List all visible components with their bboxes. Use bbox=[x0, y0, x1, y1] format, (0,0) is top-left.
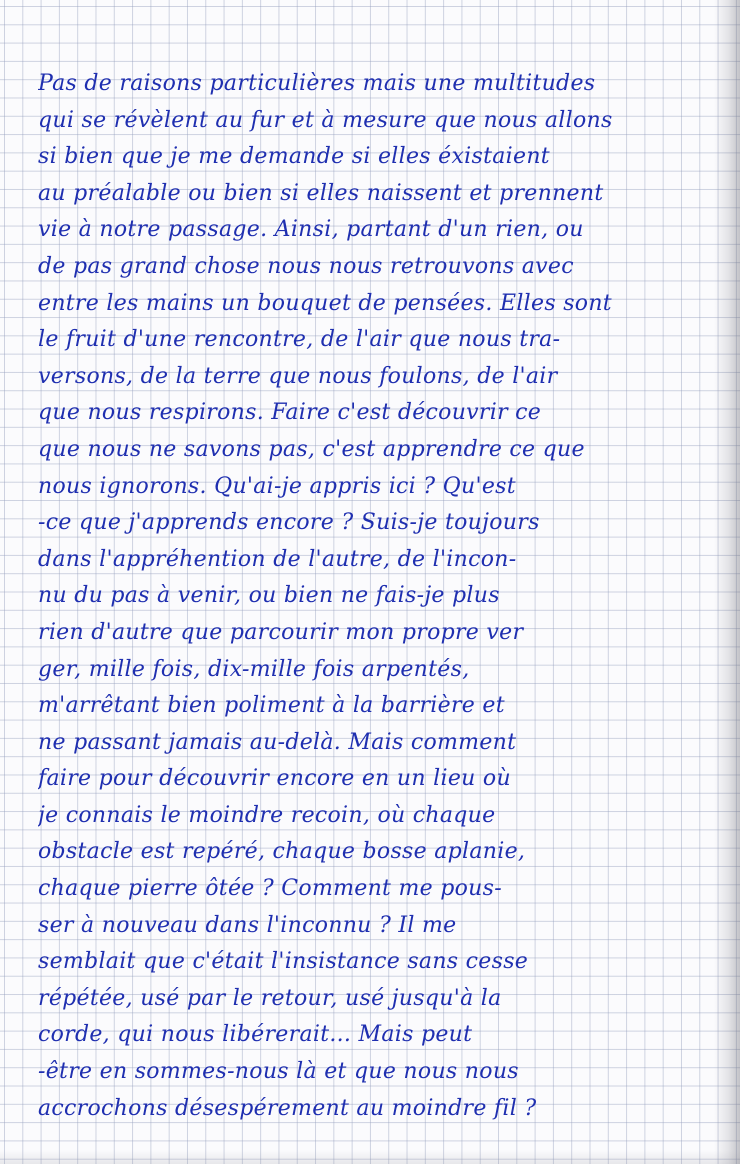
text-line: qui se révèlent au fur et à mesure que nous allons bbox=[38, 107, 613, 133]
text-line: dans l'appréhention de l'autre, de l'incon- bbox=[38, 546, 517, 572]
text-line: de pas grand chose nous nous retrouvons avec bbox=[38, 253, 574, 279]
text-line: obstacle est repéré, chaque bosse aplanie, bbox=[38, 839, 526, 865]
text-line: nous ignorons. Qu'ai-je appris ici ? Qu'est bbox=[38, 473, 516, 499]
text-line: je connais le moindre recoin, où chaque bbox=[38, 802, 496, 828]
text-line: corde, qui nous libérerait... Mais peut bbox=[38, 1022, 473, 1048]
handwritten-text bbox=[38, 66, 668, 1127]
text-line: ser à nouveau dans l'inconnu ? Il me bbox=[38, 912, 457, 938]
text-line: accrochons désespérement au moindre fil ? bbox=[38, 1095, 537, 1121]
text-line: si bien que je me demande si elles éxistaient bbox=[38, 144, 550, 170]
text-line: -ce que j'apprends encore ? Suis-je toujours bbox=[38, 510, 540, 536]
text-line: Pas de raisons particulières mais une multitudes bbox=[38, 71, 596, 96]
text-line: ne passant jamais au-delà. Mais comment bbox=[38, 729, 517, 755]
text-line: semblait que c'était l'insistance sans cesse bbox=[38, 949, 529, 975]
text-line: que nous respirons. Faire c'est découvrir ce bbox=[38, 400, 542, 426]
text-line: versons, de la terre que nous foulons, de l'air bbox=[38, 363, 558, 389]
text-line: m'arrêtant bien poliment à la barrière et bbox=[38, 693, 505, 719]
text-line: -être en sommes-nous là et que nous nous bbox=[38, 1059, 519, 1085]
text-line: nu du pas à venir, ou bien ne fais-je plus bbox=[38, 583, 500, 609]
text-line: vie à notre passage. Ainsi, partant d'un rien, ou bbox=[38, 217, 584, 243]
text-line: au préalable ou bien si elles naissent et prennent bbox=[38, 180, 604, 206]
text-line: que nous ne savons pas, c'est apprendre ce que bbox=[38, 436, 585, 462]
text-line: ger, mille fois, dix-mille fois arpentés, bbox=[38, 656, 470, 682]
page-bottom-edge bbox=[0, 1150, 740, 1164]
page-edge-shadow bbox=[714, 0, 740, 1164]
text-line: entre les mains un bouquet de pensées. Elles sont bbox=[38, 290, 612, 316]
text-line: faire pour découvrir encore en un lieu où bbox=[38, 766, 511, 792]
text-line: rien d'autre que parcourir mon propre ver bbox=[38, 619, 524, 645]
text-line: répétée, usé par le retour, usé jusqu'à la bbox=[38, 985, 502, 1011]
text-line: chaque pierre ôtée ? Comment me pous- bbox=[38, 876, 502, 902]
text-line: le fruit d'une rencontre, de l'air que nous tra- bbox=[38, 327, 561, 353]
